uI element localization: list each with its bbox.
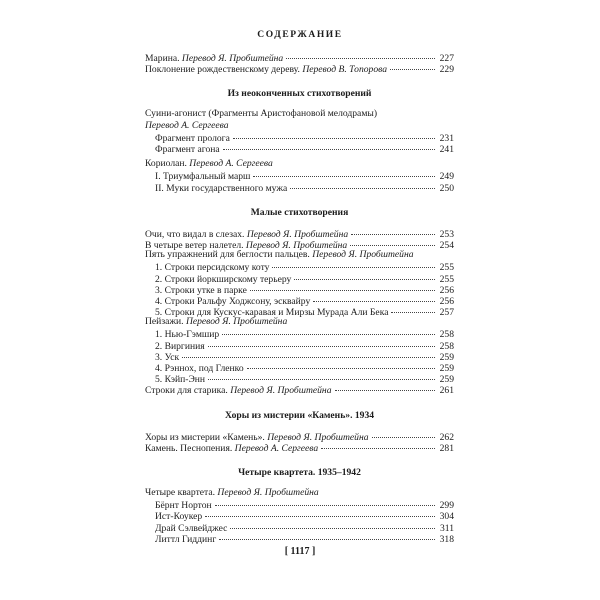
page-number: 281 bbox=[439, 442, 454, 454]
page-number: 318 bbox=[439, 533, 454, 545]
toc-subentry: 5. Кэйп-Энн 259 bbox=[145, 372, 454, 383]
toc-subentry: Бёрнт Нортон 299 bbox=[145, 498, 454, 509]
folio-page-number: [ 1117 ] bbox=[284, 546, 316, 557]
toc-subentry: Фрагмент агона 241 bbox=[145, 142, 454, 153]
page-number: 311 bbox=[439, 522, 454, 534]
toc-subentry: Драй Сэлвейджес 311 bbox=[145, 521, 454, 532]
toc-entry: Марина. Перевод Я. Пробштейна 227 bbox=[145, 51, 454, 62]
toc-group-title: Кориолан. Перевод А. Сергеева bbox=[145, 158, 273, 170]
toc-subentry: 5. Строки для Кускус-каравая и Мирзы Мурада Али Бека 257 bbox=[145, 305, 454, 316]
page-number: 231 bbox=[439, 132, 454, 144]
page-number: 261 bbox=[439, 385, 454, 397]
toc-subentry: Литтл Гиддинг 318 bbox=[145, 532, 454, 543]
toc-entry: Поклонение рождественскому дереву. Перевод В. Топорова 229 bbox=[145, 62, 454, 73]
toc-group-title: Четыре квартета. Перевод Я. Пробштейна bbox=[145, 486, 319, 498]
page-number: 250 bbox=[439, 182, 454, 194]
leader-dots bbox=[272, 258, 435, 268]
page-number: 299 bbox=[439, 500, 454, 512]
leader-dots bbox=[233, 129, 435, 139]
leader-dots bbox=[247, 359, 435, 369]
toc-entry: В четыре ветер налетел. Перевод Я. Пробштейна 254 bbox=[145, 238, 454, 249]
page-number: 255 bbox=[439, 273, 454, 285]
toc-subentry: II. Муки государственного мужа 250 bbox=[145, 181, 454, 192]
toc-subentry: 1. Строки персидскому коту 255 bbox=[145, 260, 454, 271]
page-number: 254 bbox=[439, 239, 454, 251]
page-number: 262 bbox=[439, 431, 454, 443]
running-header: СОДЕРЖАНИЕ bbox=[257, 30, 343, 40]
leader-dots bbox=[350, 236, 435, 246]
toc-subentry: 1. Нью-Гэмшир 258 bbox=[145, 327, 454, 338]
leader-dots bbox=[219, 530, 435, 540]
leader-dots bbox=[182, 348, 435, 358]
leader-dots bbox=[390, 60, 435, 70]
page-number: 259 bbox=[439, 363, 454, 375]
toc-subentry: 3. Строки утке в парке 256 bbox=[145, 283, 454, 294]
leader-dots bbox=[215, 496, 435, 506]
page-number: 227 bbox=[439, 53, 454, 64]
leader-dots bbox=[208, 337, 435, 347]
toc-entry: Хоры из мистерии «Камень». Перевод Я. Пробштейна 262 bbox=[145, 430, 454, 441]
page-number: 256 bbox=[439, 295, 454, 307]
toc-entry: Строки для старика. Перевод Я. Пробштейна 261 bbox=[145, 383, 454, 394]
section-heading: Из неоконченных стихотворений bbox=[227, 88, 372, 100]
leader-dots bbox=[205, 507, 435, 517]
leader-dots bbox=[372, 428, 435, 438]
section-heading: Четыре квартета. 1935–1942 bbox=[238, 466, 361, 478]
toc-entry: Камень. Песнопения. Перевод А. Сергеева 281 bbox=[145, 441, 454, 452]
toc-subentry: 3. Уск 259 bbox=[145, 350, 454, 361]
section-heading: Хоры из мистерии «Камень». 1934 bbox=[224, 409, 375, 421]
page-number: 256 bbox=[439, 284, 454, 296]
page-number: 304 bbox=[439, 511, 454, 523]
toc-subentry: Фрагмент пролога 231 bbox=[145, 131, 454, 142]
leader-dots bbox=[253, 167, 435, 177]
page-number: 249 bbox=[439, 171, 454, 183]
page-number: 253 bbox=[439, 228, 454, 240]
page-number: 258 bbox=[439, 340, 454, 352]
page-number: 229 bbox=[439, 64, 454, 76]
leader-dots bbox=[223, 140, 435, 150]
leader-dots bbox=[391, 303, 435, 313]
toc-subentry: 2. Виргиния 258 bbox=[145, 339, 454, 350]
table-of-contents bbox=[145, 51, 454, 543]
page-number: 241 bbox=[439, 143, 454, 155]
page-number: 259 bbox=[439, 351, 454, 363]
toc-subentry: I. Триумфальный марш 249 bbox=[145, 169, 454, 180]
leader-dots bbox=[294, 270, 435, 280]
section-heading: Малые стихотворения bbox=[250, 206, 349, 218]
page-number: 259 bbox=[439, 374, 454, 386]
toc-group-title: Пейзажи. Перевод Я. Пробштейна bbox=[145, 316, 288, 328]
leader-dots bbox=[222, 325, 435, 335]
leader-dots bbox=[286, 49, 435, 59]
toc-subentry: 4. Строки Ральфу Ходжсону, эсквайру 256 bbox=[145, 294, 454, 305]
toc-group-title: Пять упражнений для беглости пальцев. Перевод Я. Пробштейна bbox=[145, 249, 414, 261]
leader-dots bbox=[250, 281, 435, 291]
leader-dots bbox=[351, 225, 435, 235]
leader-dots bbox=[321, 439, 435, 449]
toc-subentry: Ист-Коукер 304 bbox=[145, 509, 454, 520]
leader-dots bbox=[230, 519, 435, 529]
page-number: 258 bbox=[439, 329, 454, 341]
toc-subentry: 4. Рэннох, под Гленко 259 bbox=[145, 361, 454, 372]
page-number: 257 bbox=[439, 307, 454, 319]
page-number: 255 bbox=[439, 262, 454, 274]
leader-dots bbox=[208, 370, 435, 380]
leader-dots bbox=[290, 179, 435, 189]
toc-subentry: 2. Строки йоркширскому терьеру 255 bbox=[145, 272, 454, 283]
toc-entry: Очи, что видал в слезах. Перевод Я. Пробштейна 253 bbox=[145, 227, 454, 238]
toc-group-title: Суини-агонист (Фрагменты Аристофановой мелодрамы) bbox=[145, 108, 378, 120]
leader-dots bbox=[313, 292, 435, 302]
toc-group-translator: Перевод А. Сергеева bbox=[145, 119, 229, 131]
leader-dots bbox=[335, 381, 436, 391]
